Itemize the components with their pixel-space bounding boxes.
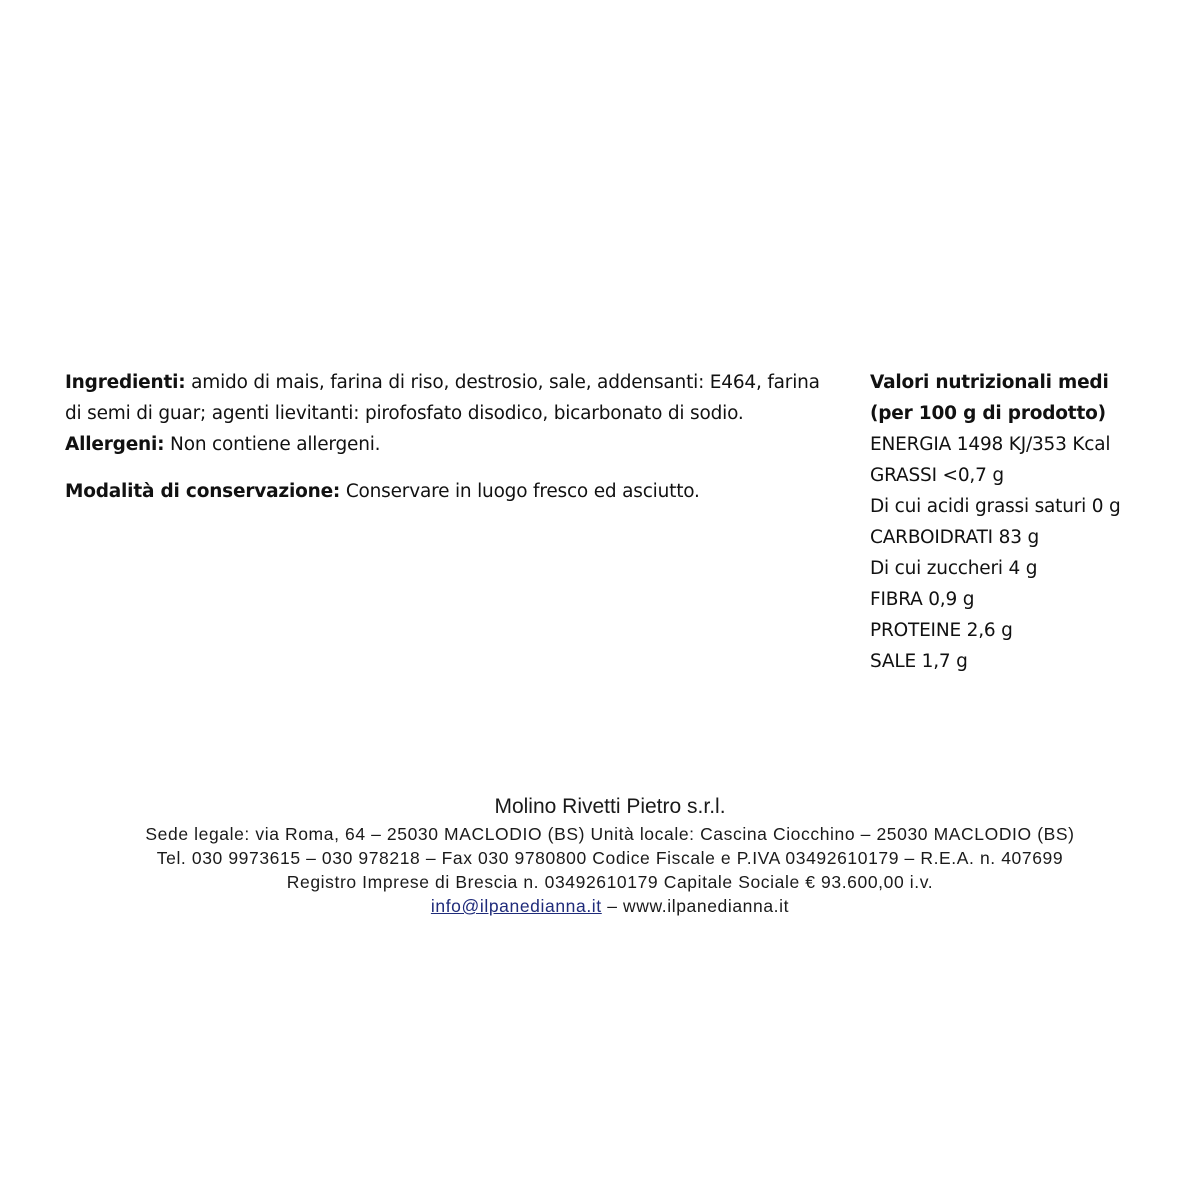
address-line: Sede legale: via Roma, 64 – 25030 MACLODIO (BS) Unità locale: Cascina Ciocchino – 25030 MACLODIO (BS)	[145, 824, 1075, 844]
nutrition-row-energy: ENERGIA 1498 KJ/353 Kcal	[870, 434, 1111, 455]
ingredients-text: amido di mais, farina di riso, destrosio, sale, addensanti: E464, farina di semi di guar; agenti lievitanti: pirofosfato disodico, bicarbonato di sodio.	[65, 372, 820, 424]
email-link[interactable]: info@ilpanedianna.it	[430, 896, 602, 916]
ingredients-paragraph	[65, 367, 835, 429]
nutrition-table	[870, 367, 1190, 677]
nutrition-row-fibre: FIBRA 0,9 g	[870, 589, 975, 610]
nutrition-row-protein: PROTEINE 2,6 g	[870, 620, 1013, 641]
allergens-label: Allergeni:	[65, 434, 165, 455]
contact-line: Tel. 030 9973615 – 030 978218 – Fax 030 9780800 Codice Fiscale e P.IVA 03492610179 – R.E.A. n. 407699	[156, 848, 1064, 868]
allergens-text: Non contiene allergeni.	[164, 434, 381, 455]
allergens-paragraph	[65, 429, 835, 460]
nutrition-row-salt: SALE 1,7 g	[870, 651, 968, 672]
company-name: Molino Rivetti Pietro s.r.l.	[494, 795, 726, 818]
nutrition-title: Valori nutrizionali medi	[870, 372, 1109, 393]
web-separator: –	[601, 896, 624, 916]
ingredients-section	[65, 367, 835, 507]
company-footer	[40, 792, 1180, 918]
storage-paragraph	[65, 476, 835, 507]
registry-line: Registro Imprese di Brescia n. 03492610179 Capitale Sociale € 93.600,00 i.v.	[286, 872, 934, 892]
nutrition-row-sugars: Di cui zuccheri 4 g	[870, 558, 1038, 579]
web-line	[40, 894, 1180, 918]
nutrition-subtitle: (per 100 g di prodotto)	[870, 403, 1106, 424]
storage-label: Modalità di conservazione:	[65, 481, 341, 502]
ingredients-label: Ingredienti:	[65, 372, 186, 393]
nutrition-row-carbohydrates: CARBOIDRATI 83 g	[870, 527, 1039, 548]
website-text: www.ilpanedianna.it	[623, 896, 790, 916]
storage-text: Conservare in luogo fresco ed asciutto.	[340, 481, 700, 502]
nutrition-row-saturated-fat: Di cui acidi grassi saturi 0 g	[870, 496, 1121, 517]
nutrition-row-fat: GRASSI <0,7 g	[870, 465, 1004, 486]
